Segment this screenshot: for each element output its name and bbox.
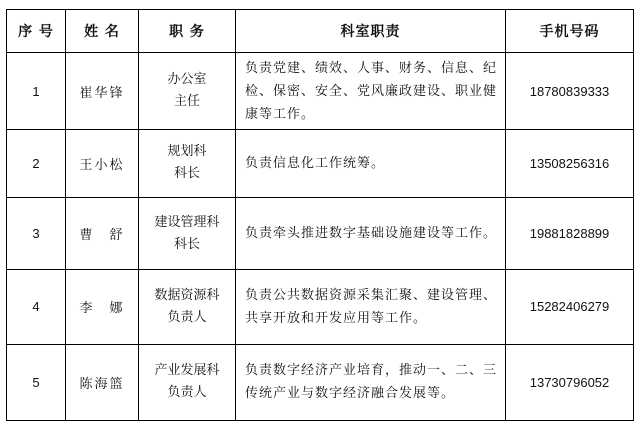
header-duties: 科室职责 [236, 10, 506, 53]
duties-cell: 负责公共数据资源采集汇聚、建设管理、共享开放和开发应用等工作。 [236, 270, 506, 344]
name-cell: 王小松 [66, 129, 139, 197]
duties-cell: 负责数字经济产业培育，推动一、二、三传统产业与数字经济融合发展等。 [236, 344, 506, 420]
phone-cell: 15282406279 [506, 270, 634, 344]
header-phone: 手机号码 [506, 10, 634, 53]
table-header-row [7, 10, 634, 53]
position-line: 科长 [173, 236, 200, 252]
seq-cell: 2 [7, 129, 66, 197]
name-cell: 李 娜 [66, 270, 139, 344]
duties-cell: 负责牵头推进数字基础设施建设等工作。 [236, 197, 506, 269]
name-cell: 崔华锋 [66, 53, 139, 129]
phone-cell: 13730796052 [506, 344, 634, 420]
position-cell [139, 197, 236, 269]
header-position: 职 务 [139, 10, 236, 53]
position-cell [139, 344, 236, 420]
phone-cell: 19881828899 [506, 197, 634, 269]
duties-cell: 负责党建、绩效、人事、财务、信息、纪检、保密、安全、党风廉政建设、职业健康等工作。 [236, 53, 506, 129]
position-line: 科长 [173, 166, 200, 182]
staff-duty-table [6, 9, 634, 421]
table-row [7, 344, 634, 420]
position-line: 建设管理科 [154, 214, 220, 230]
position-line: 负责人 [167, 385, 207, 401]
name-cell: 曹 舒 [66, 197, 139, 269]
position-cell [139, 129, 236, 197]
position-line: 产业发展科 [154, 363, 220, 379]
position-line: 数据资源科 [154, 287, 220, 303]
table-row [7, 197, 634, 269]
position-cell [139, 270, 236, 344]
header-name: 姓 名 [66, 10, 139, 53]
position-cell [139, 53, 236, 129]
seq-cell: 3 [7, 197, 66, 269]
phone-cell: 13508256316 [506, 129, 634, 197]
position-line: 负责人 [167, 309, 207, 325]
name-cell: 陈海篮 [66, 344, 139, 420]
seq-cell: 5 [7, 344, 66, 420]
position-line: 主任 [173, 94, 200, 110]
seq-cell: 4 [7, 270, 66, 344]
table-row [7, 129, 634, 197]
position-line: 办公室 [167, 72, 207, 88]
duties-cell: 负责信息化工作统筹。 [236, 129, 506, 197]
position-line: 规划科 [167, 144, 207, 160]
header-seq: 序 号 [7, 10, 66, 53]
table-row [7, 270, 634, 344]
seq-cell: 1 [7, 53, 66, 129]
phone-cell: 18780839333 [506, 53, 634, 129]
table-row [7, 53, 634, 129]
